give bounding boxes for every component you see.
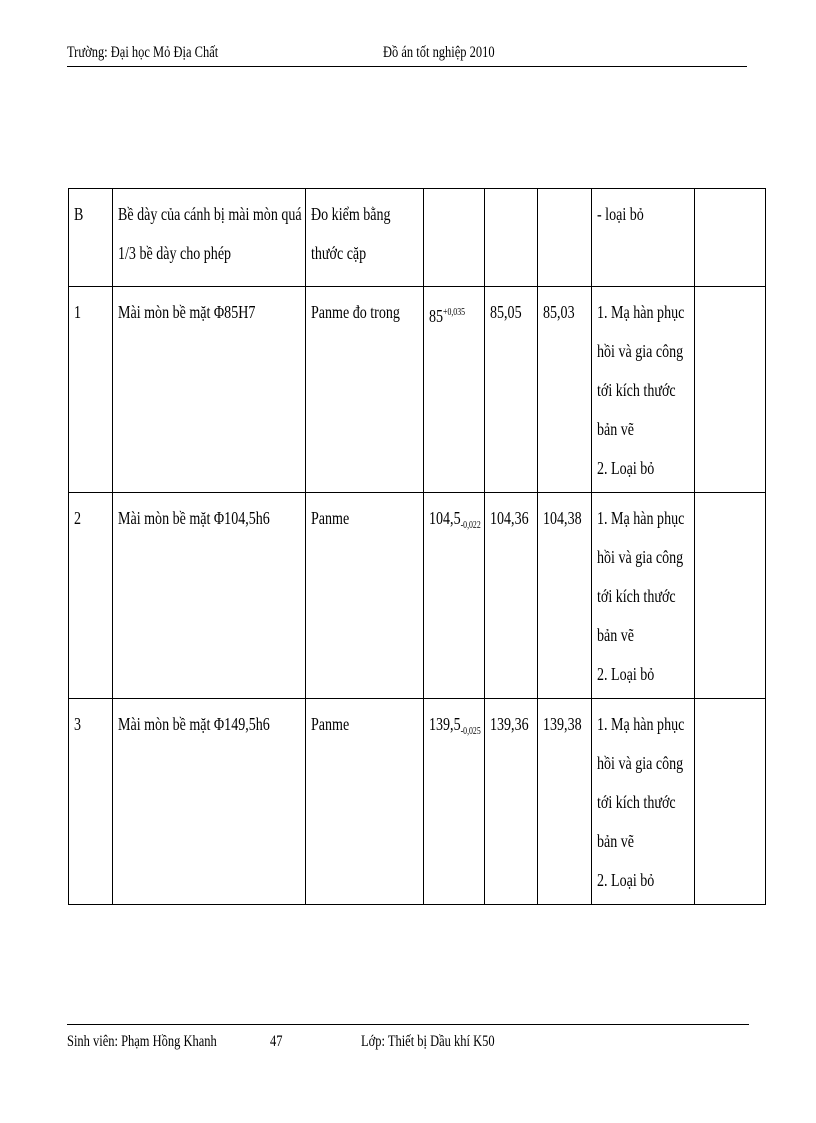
table-row [69, 287, 766, 493]
defect-line [118, 499, 301, 538]
measured-value-1: 104,36 [490, 508, 529, 528]
measured-value-2-cell [538, 493, 592, 699]
defect-line [118, 234, 301, 273]
remedy-text: 1. Mạ hàn phục [597, 302, 685, 322]
nominal-size-cell [424, 699, 485, 905]
defect-text: Mài mòn bề mặt Φ85H7 [118, 302, 256, 322]
remedy-line [597, 744, 690, 783]
nominal-base: 104,5 [429, 508, 461, 528]
measured-value-2: 139,38 [543, 714, 582, 734]
footer-page-number: 47 [270, 1033, 283, 1050]
remedy-text: bản vẽ [597, 419, 635, 439]
defect-text: Mài mòn bề mặt Φ104,5h6 [118, 508, 270, 528]
nominal-lower-tolerance: -0,025 [460, 726, 481, 737]
nominal-size-cell [424, 493, 485, 699]
nominal-base: 85 [429, 306, 444, 326]
remedy-cell [592, 493, 695, 699]
remedy-text: tới kích thước [597, 380, 676, 400]
remedy-text: hồi và gia công [597, 547, 684, 567]
note-cell [695, 699, 766, 905]
remedy-line [597, 449, 690, 488]
remedy-line [597, 538, 690, 577]
remedy-cell [592, 189, 695, 287]
remedy-text: 1. Mạ hàn phục [597, 508, 685, 528]
defect-text: Bề dày của cánh bị mài mòn quá [118, 204, 302, 224]
row-number-cell [69, 287, 113, 493]
page-header [67, 40, 747, 67]
measured-value-2-cell [538, 287, 592, 493]
footer-student: Sinh viên: Phạm Hồng Khanh [67, 1033, 217, 1050]
defect-line [118, 705, 301, 744]
measured-value-1: 139,36 [490, 714, 529, 734]
defect-text: Mài mòn bề mặt Φ149,5h6 [118, 714, 270, 734]
defect-line [118, 293, 301, 332]
remedy-line [597, 371, 690, 410]
nominal-base: 139,5 [429, 714, 461, 734]
remedy-cell [592, 699, 695, 905]
remedy-line [597, 783, 690, 822]
nominal-size [429, 705, 481, 751]
method-text: Panme đo trong [311, 302, 400, 322]
row-number-cell [69, 493, 113, 699]
method-cell [306, 699, 424, 905]
method-line [311, 195, 419, 234]
method-cell [306, 189, 424, 287]
method-line [311, 293, 419, 332]
page-footer [67, 1024, 749, 1050]
method-text: Panme [311, 714, 350, 734]
defect-text: 1/3 bề dày cho phép [118, 243, 232, 263]
measured-value-2: 104,38 [543, 508, 582, 528]
remedy-text: bản vẽ [597, 831, 635, 851]
nominal-size-cell [424, 287, 485, 493]
defect-line [118, 195, 301, 234]
remedy-line [597, 499, 690, 538]
remedy-text: bản vẽ [597, 625, 635, 645]
remedy-line [597, 293, 690, 332]
remedy-text: - loại bỏ [597, 204, 644, 224]
nominal-size [429, 499, 481, 545]
remedy-line [597, 616, 690, 655]
note-cell [695, 189, 766, 287]
measured-value-2: 85,03 [543, 302, 575, 322]
nominal-size-cell [424, 189, 485, 287]
row-number: 1 [74, 302, 82, 322]
table-row [69, 699, 766, 905]
method-cell [306, 493, 424, 699]
remedy-text: tới kích thước [597, 792, 676, 812]
note-cell [695, 287, 766, 493]
method-line [311, 234, 419, 273]
note-cell [695, 493, 766, 699]
nominal-size [429, 293, 465, 336]
remedy-line [597, 655, 690, 694]
row-number-cell [69, 189, 113, 287]
measured-value-1-cell [485, 287, 538, 493]
method-text: thước cặp [311, 243, 367, 263]
defect-cell [113, 189, 306, 287]
measured-value-1-cell [485, 493, 538, 699]
remedy-text: hồi và gia công [597, 753, 684, 773]
header-school: Trường: Đại học Mỏ Địa Chất [67, 44, 219, 61]
method-text: Panme [311, 508, 350, 528]
remedy-line [597, 410, 690, 449]
row-number: 2 [74, 508, 82, 528]
remedy-line [597, 332, 690, 371]
table-body [69, 189, 766, 905]
nominal-upper-tolerance: +0,035 [443, 307, 465, 318]
remedy-line [597, 705, 690, 744]
defect-cell [113, 287, 306, 493]
defect-cell [113, 699, 306, 905]
defect-cell [113, 493, 306, 699]
measured-value-1: 85,05 [490, 302, 522, 322]
footer-class: Lớp: Thiết bị Dầu khí K50 [361, 1033, 495, 1050]
remedy-line [597, 577, 690, 616]
remedy-text: 2. Loại bỏ [597, 664, 655, 684]
row-number: 3 [74, 714, 82, 734]
method-line [311, 705, 419, 744]
method-line [311, 499, 419, 538]
row-number: B [74, 204, 84, 224]
remedy-line [597, 195, 690, 234]
method-text: Đo kiểm bằng [311, 204, 391, 224]
row-number-cell [69, 699, 113, 905]
remedy-text: 2. Loại bỏ [597, 458, 655, 478]
header-project-title: Đồ án tốt nghiệp 2010 [383, 44, 495, 61]
nominal-lower-tolerance: -0,022 [460, 520, 481, 531]
remedy-line [597, 822, 690, 861]
table-row [69, 493, 766, 699]
remedy-cell [592, 287, 695, 493]
remedy-text: 2. Loại bỏ [597, 870, 655, 890]
measured-value-1-cell [485, 699, 538, 905]
method-cell [306, 287, 424, 493]
measured-value-1-cell [485, 189, 538, 287]
remedy-text: tới kích thước [597, 586, 676, 606]
remedy-line [597, 861, 690, 900]
measured-value-2-cell [538, 699, 592, 905]
remedy-text: 1. Mạ hàn phục [597, 714, 685, 734]
measured-value-2-cell [538, 189, 592, 287]
remedy-text: hồi và gia công [597, 341, 684, 361]
table-row [69, 189, 766, 287]
inspection-table [68, 188, 766, 905]
